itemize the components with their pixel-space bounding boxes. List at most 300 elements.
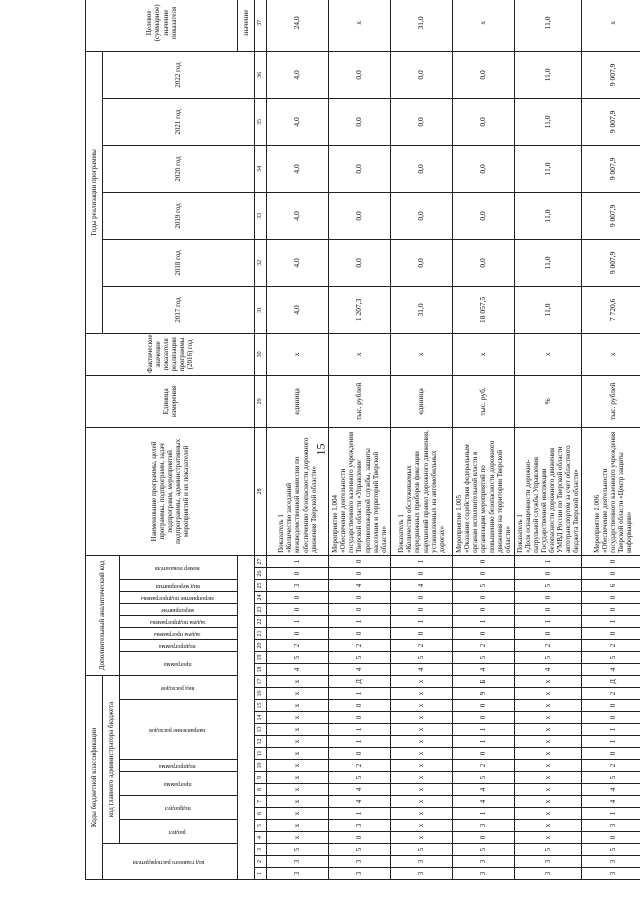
code-cell: 3 <box>329 868 391 880</box>
column-number: 7 <box>255 796 267 808</box>
column-number: 12 <box>255 736 267 748</box>
code-cell: х <box>267 748 329 760</box>
column-number: 36 <box>255 51 267 98</box>
row-unit: тыс. руб. <box>453 375 515 427</box>
code-cell: 5 <box>453 772 515 784</box>
row-fact: х <box>515 333 582 375</box>
code-cell: 1 <box>515 555 582 567</box>
year-value: 1 207,3 <box>329 286 391 333</box>
column-number: 28 <box>255 427 267 555</box>
code-cell: х <box>267 724 329 736</box>
dop-task-pr-header: задача программы <box>154 630 201 637</box>
code-cell: х <box>391 736 453 748</box>
table-row <box>391 0 453 880</box>
code-cell: х <box>515 748 582 760</box>
code-cell: 0 <box>453 832 515 844</box>
column-number: 27 <box>255 555 267 567</box>
code-cell: 0 <box>453 700 515 712</box>
column-number: 32 <box>255 239 267 286</box>
code-subprogram-header: подпрограмма <box>159 762 196 769</box>
code-cell: 5 <box>329 772 391 784</box>
code-cell: х <box>391 760 453 772</box>
code-cell: х <box>267 832 329 844</box>
column-number: 25 <box>255 579 267 591</box>
code-cell: 4 <box>515 663 582 675</box>
fact-header: Фактическое значение показателя реализации программы (2016) год <box>86 333 255 375</box>
code-cell: 3 <box>267 856 329 868</box>
row-fact: х <box>391 333 453 375</box>
code-cell: 0 <box>329 832 391 844</box>
code-cell: 0 <box>329 712 391 724</box>
code-cell: 2 <box>391 639 453 651</box>
code-cell: 0 <box>582 748 640 760</box>
column-number: 37 <box>255 0 267 51</box>
code-cell: х <box>515 700 582 712</box>
code-cell: Д <box>582 675 640 687</box>
code-cell: 5 <box>582 844 640 856</box>
code-cell: х <box>515 832 582 844</box>
code-cell: 3 <box>267 868 329 880</box>
column-number: 19 <box>255 651 267 663</box>
code-cell: 4 <box>453 784 515 796</box>
row-total: х <box>329 0 391 51</box>
code-cell: 0 <box>582 567 640 579</box>
column-number: 1 <box>255 868 267 880</box>
year-value: 11,0 <box>515 98 582 145</box>
year-2022: 2022 год <box>103 51 255 98</box>
code-cell: х <box>391 712 453 724</box>
kbk-header: Коды бюджетной классификации <box>86 675 103 879</box>
code-cell: 3 <box>267 579 329 591</box>
code-cell: 1 <box>453 615 515 627</box>
code-cell: 5 <box>582 651 640 663</box>
code-cell: 3 <box>329 856 391 868</box>
unit-header: Единица измерения <box>86 375 255 427</box>
year-2018: 2018 год <box>103 239 255 286</box>
code-cell: х <box>267 712 329 724</box>
code-cell: 5 <box>267 651 329 663</box>
code-cell: х <box>515 808 582 820</box>
row-total: 11,0 <box>515 0 582 51</box>
year-value: 11,0 <box>515 145 582 192</box>
code-cell: 0 <box>391 603 453 615</box>
year-value: 4,0 <box>267 98 329 145</box>
code-cell: 5 <box>267 844 329 856</box>
year-value: 9 007,9 <box>582 145 640 192</box>
column-number: 3 <box>255 844 267 856</box>
code-cell: 0 <box>582 603 640 615</box>
row-name: Мероприятие 1.005 «Оказание содействия федеральным органам исполнительной власти в организации мероприятий по повышению безопасности дорожного движения на территории Тверской области» <box>453 427 515 555</box>
code-cell: 5 <box>391 651 453 663</box>
code-cell: 0 <box>329 627 391 639</box>
column-number: 35 <box>255 98 267 145</box>
code-cell: 4 <box>582 784 640 796</box>
column-number: 11 <box>255 748 267 760</box>
code-cell: 0 <box>267 591 329 603</box>
code-cell: 0 <box>453 748 515 760</box>
code-cell: 1 <box>329 808 391 820</box>
code-cell: х <box>267 736 329 748</box>
year-value: 4,0 <box>267 239 329 286</box>
code-cell: х <box>391 688 453 700</box>
year-value: 0,0 <box>453 51 515 98</box>
program-table-sheet <box>85 4 633 880</box>
target-header: Целевое (суммарное) значение показателя <box>86 0 238 51</box>
code-cell: х <box>267 688 329 700</box>
code-cell: 2 <box>453 760 515 772</box>
column-number: 23 <box>255 603 267 615</box>
code-cell: 0 <box>582 591 640 603</box>
code-cell: 1 <box>582 724 640 736</box>
dop-type-header: вид мероприятия <box>155 582 200 589</box>
code-cell: 4 <box>329 784 391 796</box>
page-number: 15 <box>313 443 328 456</box>
code-cell: 2 <box>267 639 329 651</box>
code-cell: 1 <box>329 688 391 700</box>
code-cell: 1 <box>453 724 515 736</box>
row-name: Показатель 1 «Количество обслуживаемых передвижных приборов фиксации нарушений правил дорожного движения, установленных на автомобильных дорогах» <box>391 427 453 555</box>
code-cell: 2 <box>582 760 640 772</box>
dop-code-header: Дополнительный аналитический код <box>86 555 120 675</box>
year-value: 9 007,9 <box>582 51 640 98</box>
code-cell: 0 <box>582 700 640 712</box>
year-value: 0,0 <box>453 145 515 192</box>
column-number: 18 <box>255 663 267 675</box>
code-section-header: раздел <box>169 828 186 835</box>
code-cell: 1 <box>329 724 391 736</box>
code-cell: 5 <box>453 579 515 591</box>
code-target-header: направление расходов <box>149 726 206 733</box>
code-cell: 2 <box>453 639 515 651</box>
code-cell: х <box>515 675 582 687</box>
column-number: 2 <box>255 856 267 868</box>
year-value: 0,0 <box>391 145 453 192</box>
code-cell: 0 <box>515 567 582 579</box>
code-cell: х <box>515 688 582 700</box>
code-cell: 3 <box>582 820 640 832</box>
code-cell: 0 <box>453 712 515 724</box>
code-cell: х <box>267 808 329 820</box>
code-cell: 3 <box>582 868 640 880</box>
code-subsection-header: подраздел <box>164 804 191 811</box>
code-cell: х <box>515 760 582 772</box>
code-cell: 4 <box>453 663 515 675</box>
code-cell: 1 <box>582 808 640 820</box>
table-row <box>267 0 329 880</box>
code-cell: х <box>515 724 582 736</box>
code-cell: 1 <box>267 555 329 567</box>
code-cell: 1 <box>515 615 582 627</box>
code-cell: 0 <box>391 591 453 603</box>
row-total: х <box>582 0 640 51</box>
code-cell: 3 <box>391 868 453 880</box>
row-name: Мероприятие 1.004 «Обеспечение деятельности государственного казенного учреждения Тверской области «Управление противопожарной службы, защиты населения и территорий Тверской области» <box>329 427 391 555</box>
code-cell: 0 <box>453 555 515 567</box>
code-cell: 0 <box>582 627 640 639</box>
year-value: 9 007,9 <box>582 239 640 286</box>
year-value: 7 720,6 <box>582 286 640 333</box>
code-cell: 0 <box>267 567 329 579</box>
code-cell: 1 <box>267 615 329 627</box>
code-cell: 5 <box>329 844 391 856</box>
code-cell: 0 <box>329 700 391 712</box>
code-cell: 0 <box>329 748 391 760</box>
year-2020: 2020 год <box>103 145 255 192</box>
code-cell: 4 <box>329 579 391 591</box>
code-cell: 0 <box>515 603 582 615</box>
code-cell: 0 <box>391 567 453 579</box>
column-number: 30 <box>255 333 267 375</box>
dop-task-sub-header: задача подпрограммы <box>149 618 206 625</box>
code-cell: х <box>391 675 453 687</box>
row-fact: х <box>329 333 391 375</box>
column-number-row <box>255 0 267 880</box>
code-cell: 1 <box>453 736 515 748</box>
code-cell: 5 <box>453 651 515 663</box>
column-number: 22 <box>255 615 267 627</box>
dop-program-header: программа <box>163 660 192 667</box>
code-cell: 2 <box>329 639 391 651</box>
code-cell: 1 <box>582 615 640 627</box>
code-cell: Д <box>329 675 391 687</box>
name-header: Наименование программы, целей программы, подпрограмм, задач подпрограмм, мероприятий подпрограммы, административных мероприятий и их показателей <box>86 427 255 555</box>
year-value: 0,0 <box>453 98 515 145</box>
code-cell: 4 <box>391 663 453 675</box>
year-value: 11,0 <box>515 286 582 333</box>
row-name: Показатель 1 «Доля оснащенности дорожно-патрульной службы Управления Государственной инспекции безопасности дорожного движения УМВД России по Тверской области автотранспортом за счет областного бюджета Тверской области» <box>515 427 582 555</box>
code-cell: 3 <box>453 868 515 880</box>
column-number: 24 <box>255 591 267 603</box>
code-cell: 3 <box>453 820 515 832</box>
code-cell: х <box>391 700 453 712</box>
code-program-header: программа <box>163 780 192 787</box>
code-cell: 0 <box>582 712 640 724</box>
row-unit: единица <box>267 375 329 427</box>
code-cell: 0 <box>329 591 391 603</box>
year-value: 0,0 <box>391 239 453 286</box>
table-row <box>582 0 640 880</box>
code-cell: х <box>515 772 582 784</box>
column-number: 13 <box>255 724 267 736</box>
code-cell: 2 <box>515 639 582 651</box>
row-fact: х <box>582 333 640 375</box>
column-number: 5 <box>255 820 267 832</box>
year-value: 11,0 <box>515 51 582 98</box>
code-cell: 3 <box>515 868 582 880</box>
year-value: 9 007,9 <box>582 98 640 145</box>
code-cell: 9 <box>453 688 515 700</box>
code-cell: х <box>391 808 453 820</box>
column-number: 21 <box>255 627 267 639</box>
row-total: 31,0 <box>391 0 453 51</box>
row-fact: х <box>267 333 329 375</box>
code-cell: 3 <box>329 820 391 832</box>
code-cell: 5 <box>515 651 582 663</box>
code-cell: х <box>267 675 329 687</box>
code-cell: 0 <box>453 603 515 615</box>
code-cell: 1 <box>329 615 391 627</box>
code-cell: 0 <box>267 627 329 639</box>
column-number: 9 <box>255 772 267 784</box>
code-cell: х <box>267 772 329 784</box>
year-value: 11,0 <box>515 192 582 239</box>
column-number: 33 <box>255 192 267 239</box>
year-value: 0,0 <box>329 98 391 145</box>
year-value: 4,0 <box>267 286 329 333</box>
code-cell: 5 <box>582 772 640 784</box>
year-2019: 2019 год <box>103 192 255 239</box>
column-number: 4 <box>255 832 267 844</box>
year-value: 0,0 <box>329 51 391 98</box>
code-cell: 0 <box>582 832 640 844</box>
year-value: 0,0 <box>391 51 453 98</box>
code-cell: х <box>267 760 329 772</box>
code-cell: 4 <box>391 579 453 591</box>
row-name: Мероприятие 1.006 «Обеспечение деятельности государственного казенного учреждения Тверской области «Центр защиты информации» <box>582 427 640 555</box>
code-cell: х <box>267 784 329 796</box>
code-cell: 2 <box>329 760 391 772</box>
code-cell: 3 <box>582 856 640 868</box>
code-cell: 0 <box>582 555 640 567</box>
column-number: 29 <box>255 375 267 427</box>
code-cell: 3 <box>391 856 453 868</box>
year-value: 0,0 <box>329 239 391 286</box>
year-value: 4,0 <box>267 51 329 98</box>
code-cell: 5 <box>515 579 582 591</box>
code-cell: 3 <box>453 856 515 868</box>
year-value: 31,0 <box>391 286 453 333</box>
code-cell: 2 <box>582 688 640 700</box>
code-cell: 4 <box>267 663 329 675</box>
code-cell: х <box>391 724 453 736</box>
column-number: 34 <box>255 145 267 192</box>
code-cell: х <box>267 820 329 832</box>
dop-subprogram-header: подпрограмма <box>159 642 196 649</box>
year-value: 0,0 <box>329 145 391 192</box>
column-number: 15 <box>255 700 267 712</box>
code-cell: 1 <box>329 736 391 748</box>
code-cell: 1 <box>391 615 453 627</box>
code-cell: 1 <box>453 808 515 820</box>
column-number: 20 <box>255 639 267 651</box>
row-name: Показатель 1 «Количество заседаний межведомственной комиссии по обеспечению безопасности дорожного движения Тверской области» <box>267 427 329 555</box>
year-value: 0,0 <box>391 98 453 145</box>
code-cell: 1 <box>582 736 640 748</box>
value-header: значение <box>238 0 255 51</box>
code-expense-header: вид расходов <box>160 684 195 691</box>
code-cell: 0 <box>391 627 453 639</box>
year-value: 0,0 <box>329 192 391 239</box>
dop-number-header: номер показателя <box>155 564 200 571</box>
code-cell: х <box>515 784 582 796</box>
year-2017: 2017 год <box>103 286 255 333</box>
code-cell: 0 <box>329 555 391 567</box>
code-cell: 5 <box>329 651 391 663</box>
code-cell: 4 <box>582 796 640 808</box>
dop-measure-header: мероприятие <box>160 606 195 613</box>
table-row <box>453 0 515 880</box>
code-cell: 0 <box>329 603 391 615</box>
column-number: 10 <box>255 760 267 772</box>
code-cell: х <box>391 772 453 784</box>
year-value: 0,0 <box>453 192 515 239</box>
code-cell: 4 <box>453 796 515 808</box>
code-cell: 5 <box>453 844 515 856</box>
code-cell: 1 <box>391 555 453 567</box>
year-value: 4,0 <box>267 145 329 192</box>
program-table <box>85 0 640 880</box>
column-number: 17 <box>255 675 267 687</box>
table-row <box>515 0 582 880</box>
code-cell: х <box>391 796 453 808</box>
code-cell: х <box>515 796 582 808</box>
code-cell: х <box>267 700 329 712</box>
code-cell: 4 <box>582 663 640 675</box>
years-header: Годы реализации программы <box>86 51 103 333</box>
code-cell: 4 <box>329 796 391 808</box>
code-cell: х <box>515 736 582 748</box>
row-fact: х <box>453 333 515 375</box>
column-number: 31 <box>255 286 267 333</box>
code-cell: х <box>391 748 453 760</box>
table-body <box>267 0 640 880</box>
code-cell: х <box>267 796 329 808</box>
code-cell: 5 <box>515 844 582 856</box>
code-cell: 0 <box>453 591 515 603</box>
code-cell: х <box>515 820 582 832</box>
year-value: 11,0 <box>515 239 582 286</box>
code-cell: х <box>391 784 453 796</box>
code-cell: 3 <box>515 856 582 868</box>
year-value: 0,0 <box>453 239 515 286</box>
code-cell: 2 <box>582 639 640 651</box>
row-unit: % <box>515 375 582 427</box>
code-cell: 6 <box>582 579 640 591</box>
year-value: 0,0 <box>391 192 453 239</box>
code-cell: 0 <box>515 591 582 603</box>
code-cell: 5 <box>391 844 453 856</box>
code-cell: х <box>391 820 453 832</box>
year-value: 9 007,9 <box>582 192 640 239</box>
year-value: 18 057,5 <box>453 286 515 333</box>
row-unit: тыс. рублей <box>582 375 640 427</box>
code-cell: 4 <box>329 663 391 675</box>
code-admin-header: код главного распорядителя <box>133 858 205 865</box>
dop-measure-sub-header: мероприятие подпрограммы <box>141 594 214 601</box>
column-number: 6 <box>255 808 267 820</box>
year-2021: 2021 год <box>103 98 255 145</box>
code-cell: х <box>515 712 582 724</box>
year-value: 4,0 <box>267 192 329 239</box>
column-number: 16 <box>255 688 267 700</box>
code-cell: 0 <box>453 567 515 579</box>
code-cell: 0 <box>329 567 391 579</box>
code-cell: 0 <box>267 603 329 615</box>
column-number: 14 <box>255 712 267 724</box>
code-cell: Б <box>453 675 515 687</box>
column-number: 8 <box>255 784 267 796</box>
table-row <box>329 0 391 880</box>
row-total: 24,0 <box>267 0 329 51</box>
kbk-sub-header: код главного администратора бюджета <box>103 675 120 843</box>
row-unit: тыс. рублей <box>329 375 391 427</box>
code-cell: 0 <box>453 627 515 639</box>
row-unit: единица <box>391 375 453 427</box>
code-cell: 0 <box>515 627 582 639</box>
row-total: х <box>453 0 515 51</box>
code-cell: х <box>391 832 453 844</box>
column-number: 26 <box>255 567 267 579</box>
